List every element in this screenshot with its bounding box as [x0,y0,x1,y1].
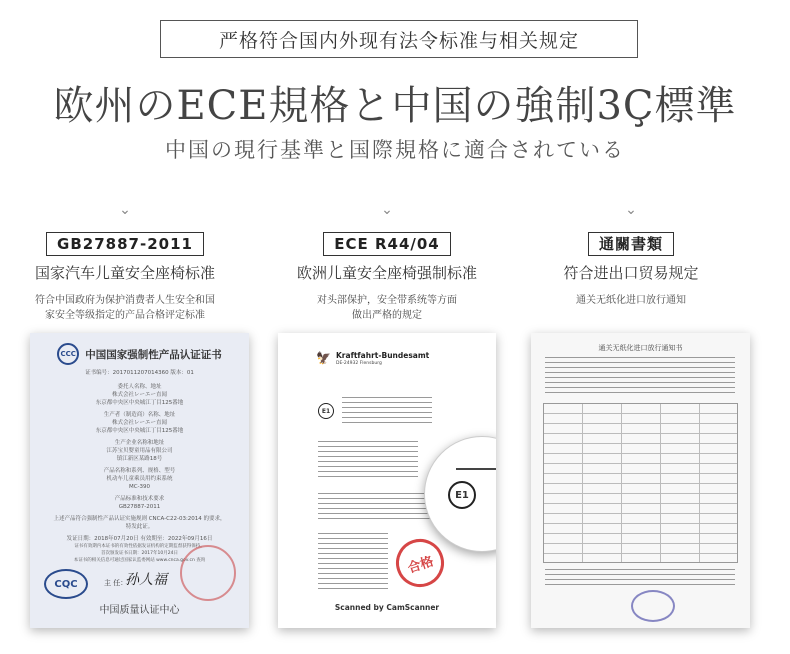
desc-line: 对头部保护，安全带系统等方面 [317,295,457,306]
e1-mark-icon: E1 [318,403,334,419]
chevron-down-icon: ⌄ [381,202,393,218]
magnified-e1-mark-icon: E1 [448,481,476,509]
cqc-logo-icon: CQC [44,569,88,599]
notice-title: 通关无纸化进口放行通知书 [598,344,683,352]
cert-line: 镇江新区某路18号 [116,456,163,462]
cert-line: 委托人名称、地址 [117,384,162,390]
main-title: 欧州のECE規格と中国の強制3Ç標準 [53,83,737,129]
cert-line: 产品标准和技术要求 [114,496,165,502]
sub-title: 中国の現行基準と国際規格に適合されている [165,138,625,162]
text-lines [318,493,438,523]
standard-badge: GB27887-2011 [46,232,204,256]
column-gb-standard [30,200,220,323]
magnified-line [456,468,496,470]
ece-approval-document-image [278,333,496,628]
ccc-logo-icon: CCC [57,343,79,365]
signature: 孙人福 [125,572,167,588]
customs-seal [631,590,675,622]
column-customs [541,200,721,308]
official-seal [180,545,236,601]
authority-name: Kraftfahrt-Bundesamt [336,351,430,360]
standard-description [541,293,721,308]
standard-description [30,293,220,323]
desc-line: 通关无纸化进口放行通知 [576,295,686,306]
text-lines [545,357,735,397]
cert-rule: 特发此证。 [125,524,154,530]
desc-line: 家安全等级指定的产品合格评定标准 [45,310,205,321]
cert-line: GB27887-2011 [118,504,161,510]
sign-label: 主 任： [104,579,128,587]
standard-title: 符合进出口贸易规定 [563,264,699,282]
ccc-certificate-image [30,333,249,628]
standard-badge: ECE R44/04 [323,232,451,256]
cert-note: 首次颁发证书日期：2017年10月24日 [101,551,178,556]
cert-line: 株式会社レーエー直闻 [111,392,167,398]
desc-line: 做出严格的规定 [352,310,422,321]
cert-line: 株式会社レーエー直闻 [111,420,167,426]
desc-line: 符合中国政府为保护消费者人生安全和国 [35,295,215,306]
cert-line: 机动车儿童乘员用约束系统 [106,476,173,482]
cert-line: 东京都中央区中央城江丁目125番地 [95,428,184,434]
standard-description [292,293,482,323]
standards-banner: 严格符合国内外现有法令标准与相关规定 [160,20,638,58]
certificate-title: 中国国家强制性产品认证证书 [85,348,222,361]
eagle-emblem-icon: 🦅 [316,351,331,365]
cert-line: MC-390 [128,484,151,490]
declaration-table [543,403,738,563]
text-lines [318,533,388,593]
cert-note: 证书有效期内本证书的有效性依据发证机构的定期监督获得保持。 [74,544,205,549]
customs-release-notice-image [531,333,750,628]
authority-address: DE-24932 Flensburg [336,361,382,366]
cert-rule: 上述产品符合强制性产品认证实施规则 CNCA-C22-03:2014 的要求， [53,516,226,522]
cert-line: 产品名称和系列、规格、型号 [103,468,176,474]
chevron-down-icon: ⌄ [625,202,637,218]
cert-dates: 发证日期：2018年07月20日 有效期至：2022年09月16日 [66,536,213,542]
certificate-header [30,343,249,365]
standard-badge: 通關書類 [588,232,674,256]
cert-line: 江苏宝贝婴童用品有限公司 [106,448,173,454]
column-ece-standard [292,200,482,323]
certificate-number: 证书编号：2017011207014360 版本：01 [85,370,194,376]
text-lines [545,569,735,587]
cert-line: 东京都中央区中央城江丁目125番地 [95,400,184,406]
chevron-down-icon: ⌄ [119,202,131,218]
certificate-issuer: 中国质量认证中心 [99,605,180,616]
cert-note: 本证书的相关信息可通过国家认监委网站 www.cnca.gov.cn 查询 [73,558,206,563]
qualified-stamp: 合格 [390,533,450,593]
text-lines [342,397,432,427]
cert-line: 生产者（制造商）名称、地址 [103,412,176,418]
cert-line: 生产企业名称和地址 [114,440,165,446]
text-lines [318,441,418,481]
standard-title: 欧洲儿童安全座椅强制标准 [296,264,477,282]
scanner-watermark: Scanned by CamScanner [334,603,440,612]
standard-title: 国家汽车儿童安全座椅标准 [34,264,215,282]
